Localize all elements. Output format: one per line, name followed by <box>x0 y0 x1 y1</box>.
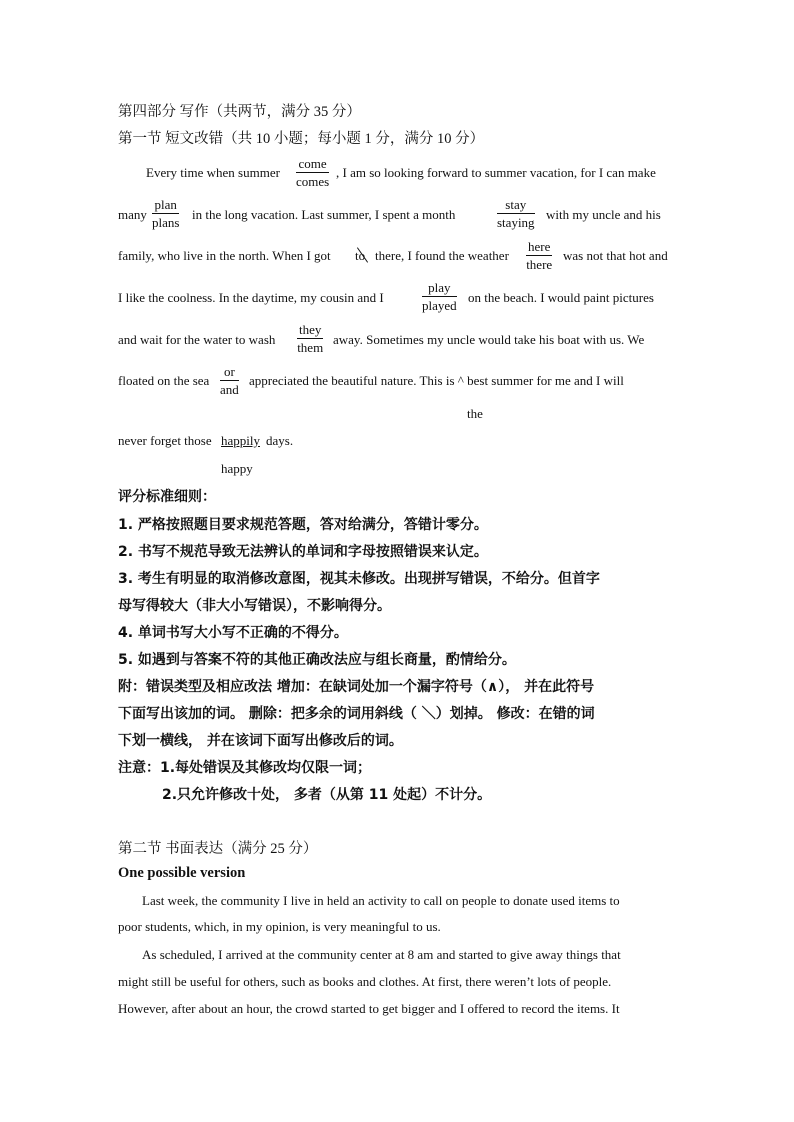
essay-title: One possible version <box>118 865 246 881</box>
corrected-word: and <box>220 382 239 397</box>
passage-text: days. <box>266 433 294 448</box>
section1-heading: 第一节 短文改错（共 10 小题；每小题 1 分，满分 10 分） <box>118 131 485 147</box>
correction-fraction <box>220 364 239 397</box>
correction-fraction <box>422 280 457 313</box>
note-line: 注意：1.每处错误及其修改均仅限一词； <box>118 760 372 776</box>
correction-fraction <box>297 322 323 355</box>
correction-fraction <box>497 197 535 230</box>
rule-item: 3. 考生有明显的取消修改意图，视其未修改。出现拼写错误，不给分。但首字 <box>118 571 600 587</box>
essay-text: poor students, which, in my opinion, is very meaningful to us. <box>118 919 441 934</box>
passage-text: floated on the sea <box>118 373 210 388</box>
passage-text: there, I found the weather <box>375 248 509 263</box>
corrected-word: staying <box>497 215 535 230</box>
part4-heading: 第四部分 写作（共两节，满分 35 分） <box>118 104 361 120</box>
passage-text: was not that hot and <box>563 248 668 263</box>
deleted-word: to <box>355 248 366 263</box>
correction-fraction <box>152 197 179 230</box>
passage-text: on the beach. I would paint pictures <box>468 290 654 305</box>
passage-text: appreciated the beautiful nature. This is ^ best summer for me and I will <box>249 373 624 388</box>
appendix-line: 附：错误类型及相应改法 增加：在缺词处加一个漏字符号（∧）， 并在此符号 <box>118 679 595 695</box>
passage-text: never forget those <box>118 433 212 448</box>
wrong-word: or <box>220 364 239 381</box>
wrong-word: stay <box>497 197 535 214</box>
essay-text: might still be useful for others, such as books and clothes. At first, there weren’t lots of people. <box>118 974 612 989</box>
rule-item: 2. 书写不规范导致无法辨认的单词和字母按照错误来认定。 <box>118 544 488 560</box>
passage-text: away. Sometimes my uncle would take his boat with us. We <box>333 332 645 347</box>
appendix-line: 下面写出该加的词。 删除：把多余的词用斜线（ ＼）划掉。 修改：在错的词 <box>118 706 595 722</box>
passage-text: in the long vacation. Last summer, I spent a month <box>192 207 456 222</box>
inserted-word: the <box>467 406 483 421</box>
rules-heading: 评分标准细则： <box>118 489 216 505</box>
corrected-word: happy <box>221 461 253 476</box>
corrected-word: comes <box>296 174 330 189</box>
essay-text: However, after about an hour, the crowd started to get bigger and I offered to record the items. It <box>118 1001 620 1016</box>
essay-text: Last week, the community I live in held an activity to call on people to donate used items to <box>142 893 620 908</box>
passage-text: family, who live in the north. When I got <box>118 248 331 263</box>
rule-item: 母写得较大（非大小写错误），不影响得分。 <box>118 598 391 614</box>
section2-heading: 第二节 书面表达（满分 25 分） <box>118 841 318 857</box>
wrong-word: play <box>422 280 457 297</box>
passage-text: Every time when summer <box>146 165 280 180</box>
corrected-word: played <box>422 298 457 313</box>
correction-fraction <box>296 156 329 189</box>
appendix-line: 下划一横线， 并在该词下面写出修改后的词。 <box>118 733 403 749</box>
wrong-word: they <box>299 322 322 337</box>
corrected-word: them <box>297 340 324 355</box>
corrected-word: plans <box>152 215 180 230</box>
rule-item: 4. 单词书写大小写不正确的不得分。 <box>118 625 348 641</box>
rule-item: 1. 严格按照题目要求规范答题，答对给满分，答错计零分。 <box>118 517 488 533</box>
corrected-word: there <box>526 257 553 272</box>
passage-text: , I am so looking forward to summer vacation, for I can make <box>336 165 656 180</box>
passage-text: with my uncle and his <box>546 207 661 222</box>
wrong-word: here <box>528 239 551 254</box>
passage-text: and wait for the water to wash <box>118 332 276 347</box>
wrong-word: come <box>296 156 329 173</box>
rule-item: 5. 如遇到与答案不符的其他正确改法应与组长商量，酌情给分。 <box>118 652 516 668</box>
passage-text: many <box>118 207 147 222</box>
wrong-word-underlined: happily <box>221 433 260 448</box>
passage-text: I like the coolness. In the daytime, my cousin and I <box>118 290 384 305</box>
note-line: 2.只允许修改十处， 多者（从第 11 处起）不计分。 <box>162 787 492 803</box>
essay-text: As scheduled, I arrived at the community center at 8 am and started to give away things that <box>142 947 621 962</box>
wrong-word: plan <box>152 197 179 214</box>
correction-fraction <box>526 239 552 272</box>
